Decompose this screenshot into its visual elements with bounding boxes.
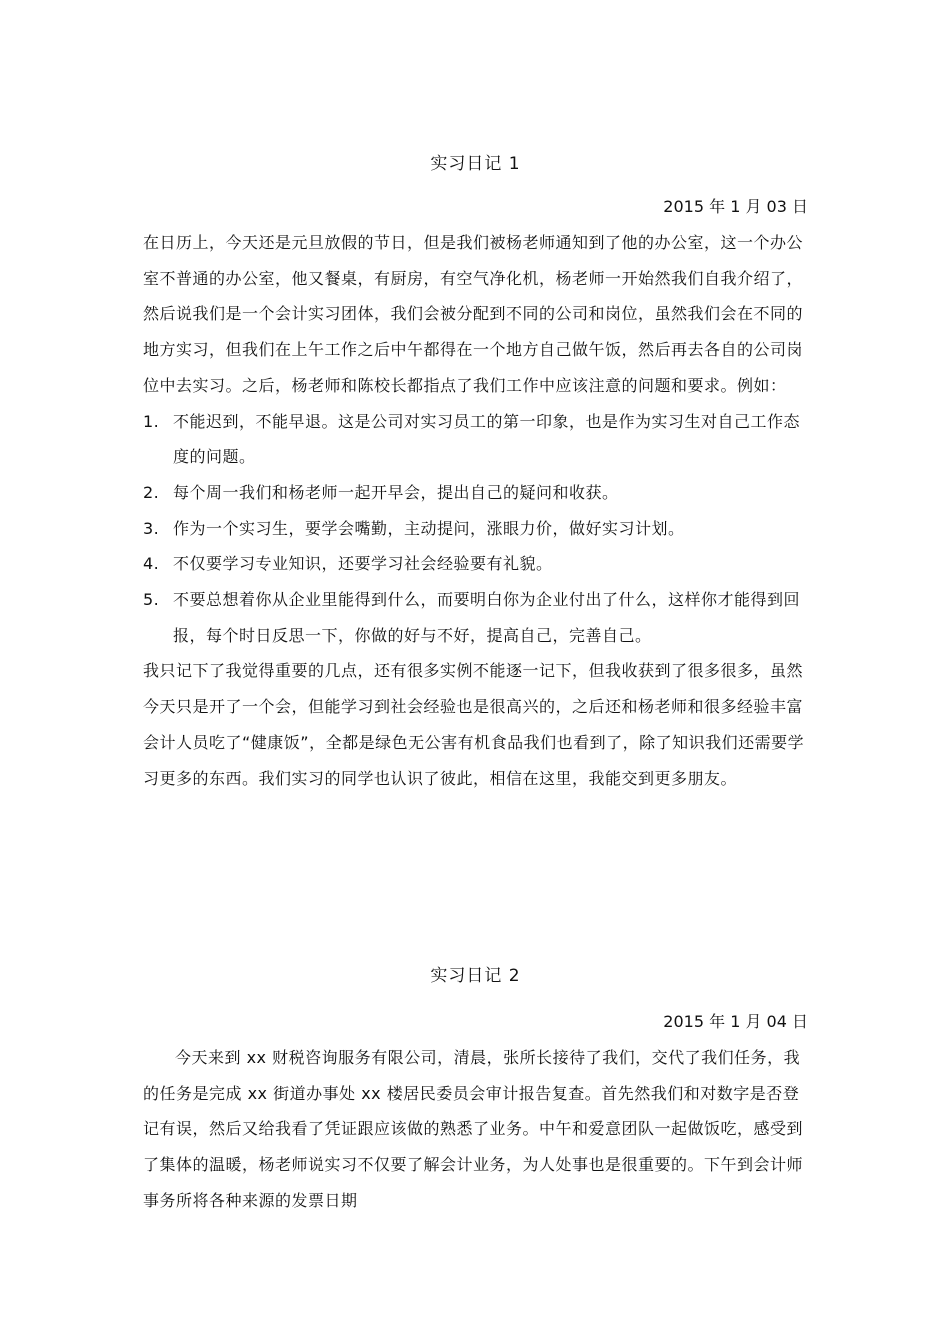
list-text: 不能迟到，不能早退。这是公司对实习员工的第一印象，也是作为实习生对自己工作态度的问题。 [173,411,801,467]
list-text: 每个周一我们和杨老师一起开早会，提出自己的疑问和收获。 [173,482,619,502]
entry-intro-paragraph: 在日历上，今天还是元旦放假的节日，但是我们被杨老师通知到了他的办公室，这一个办公室不普通的办公室，他又餐桌，有厨房，有空气净化机，杨老师一开始然我们自我介绍了，然后说我们是一个会计实习团体，我们会被分配到不同的公司和岗位，虽然我们会在不同的地方实习，但我们在上午工作之后中午都得在一个地方自己做午饭，然后再去各自的公司岗位中去实习。之后，杨老师和陈校长都指点了我们工作中应该注意的问题和要求。例如： [143,233,804,395]
list-item [143,475,808,511]
list-text: 作为一个实习生，要学会嘴勤，主动提问，涨眼力价，做好实习计划。 [173,518,685,538]
list-item [143,582,808,653]
list-item [143,546,808,582]
list-number: 5. [143,590,160,610]
entry-title: 实习日记 2 [430,966,521,986]
entry-date: 2015 年 1 月 04 日 [663,1012,808,1031]
diary-entry-1 [143,154,808,796]
list-number: 2. [143,482,160,502]
entry-body-paragraph: 今天来到 xx 财税咨询服务有限公司，清晨，张所长接待了我们，交代了我们任务，我的任务是完成 xx 街道办事处 xx 楼居民委员会审计报告复查。首先然我们和对数字是否登记有误，然后又给我看了凭证跟应该做的熟悉了业务。中午和爱意团队一起做饭吃，感受到了集体的温暖，杨老师说实习不仅要了解会计业务，为人处事也是很重要的。下午到会计师事务所将各种来源的发票日期 [143,1048,804,1210]
list-text: 不仅要学习专业知识，还要学习社会经验要有礼貌。 [173,554,553,574]
list-number: 4. [143,554,160,574]
numbered-list [143,404,808,654]
entry-closing-paragraph: 我只记下了我觉得重要的几点，还有很多实例不能逐一记下，但我收获到了很多很多，虽然今天只是开了一个会，但能学习到社会经验也是很高兴的，之后还和杨老师和很多经验丰富会计人员吃了“健康饭”，全都是绿色无公害有机食品我们也看到了，除了知识我们还需要学习更多的东西。我们实习的同学也认识了彼此，相信在这里，我能交到更多朋友。 [143,661,805,788]
entry-date: 2015 年 1 月 03 日 [663,197,808,216]
list-item [143,511,808,547]
list-item [143,404,808,475]
list-text: 不要总想着你从企业里能得到什么，而要明白你为企业付出了什么，这样你才能得到回报，每个时日反思一下，你做的好与不好，提高自己，完善自己。 [173,590,801,645]
diary-entry-2 [143,966,808,1219]
list-number: 1. [143,411,160,431]
list-number: 3. [143,518,160,538]
entry-title: 实习日记 1 [430,154,521,174]
